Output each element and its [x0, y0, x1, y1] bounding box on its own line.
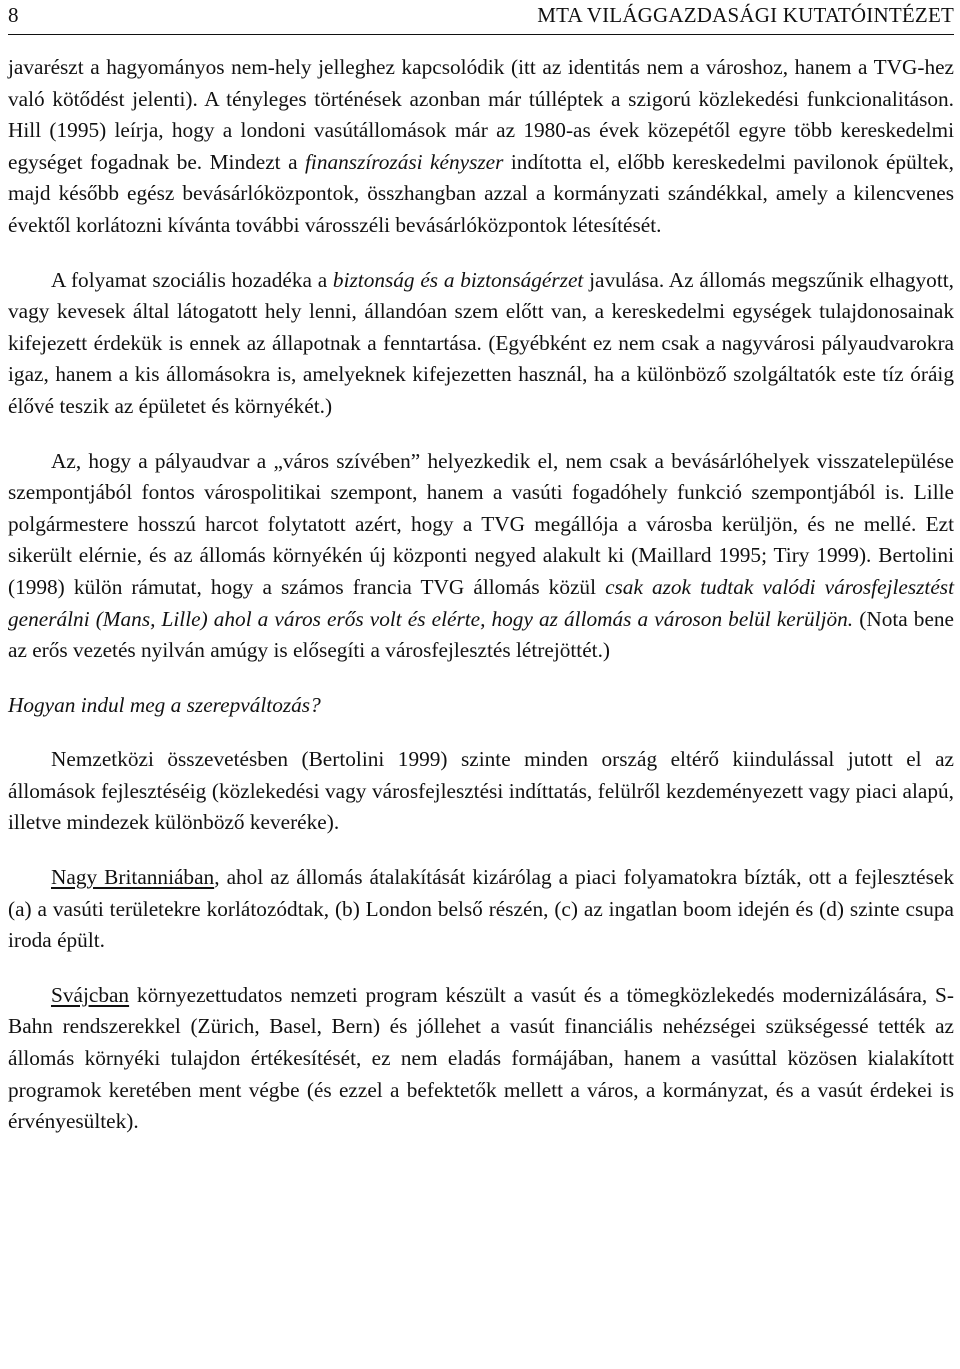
paragraph-3-text-b: (Nota bene az erős vezetés nyilván amúgy is elősegíti a városfejlesztés létrejöttét.) [8, 606, 954, 663]
paragraph-3-emphasis: csak azok tudtak valódi városfejlesztést generálni (Mans, Lille) ahol a város erős volt és elérte, hogy az állomás a városon belül kerüljön. [8, 574, 954, 631]
section-heading [8, 690, 954, 722]
paragraph-5-country: Nagy Britanniában [51, 865, 215, 890]
paragraph-2-text-b: javulása. Az állomás megszűnik elhagyott, vagy kevesek által látogatott hely lenni, állandóan szem előtt van, a kereskedelmi egységek tulajdonosainak kifejezett érdekük is ennek az állapotnak a fenntartása. (Egyébként ez nem csak a nagyvárosi pályaudvarokra igaz, hanem a kis állomásokra is, amelyeknek kifejezetten használ, ha a különböző szolgáltatók este tíz óráig élővé teszik az épületet és környékét.) [8, 267, 954, 418]
paragraph-2 [8, 265, 954, 423]
paragraph-3 [8, 446, 954, 667]
paragraph-4-text: Nemzetközi összevetésben (Bertolini 1999) szinte minden ország eltérő kiindulással jutott el az állomások fejlesztéséig (közlekedési vagy városfejlesztési indíttatás, felülről kezdeményezett vagy piaci alapú, illetve mindezek különböző keveréke). [8, 747, 954, 835]
paragraph-1-emphasis: finanszírozási kényszer [305, 149, 504, 174]
paragraph-6 [8, 980, 954, 1138]
paragraph-5-text: , ahol az állomás átalakítását kizárólag a piaci folyamatokra bízták, ott a fejlesztések (a) a vasúti területekre korlátozódtak, (b) London belső részén, (c) az ingatlan boom idején és (d) szinte csupa iroda épült. [8, 865, 954, 953]
running-header [8, 0, 954, 35]
paragraph-4 [8, 744, 954, 839]
paragraph-1 [8, 52, 954, 242]
paragraph-5 [8, 862, 954, 957]
paragraph-2-text-a: A folyamat szociális hozadéka a [51, 267, 333, 292]
page-number: 8 [8, 3, 19, 27]
paragraph-1-text-b: indította el, előbb kereskedelmi pavilonok épültek, majd később egész bevásárlóközpontok, összhangban azzal a kormányzati szándékkal, amely a kilencvenes évektől korlátozni kívánta további városszéli bevásárlóközpontok létesítését. [8, 149, 954, 237]
paragraph-6-country: Svájcban [51, 982, 130, 1007]
paragraph-6-text: környezettudatos nemzeti program készült a vasút és a tömegközlekedés modernizálására, S-Bahn rendszerekkel (Zürich, Basel, Bern) és jóllehet a vasút financiális nehézségei szükségessé tették az állomás környéki tulajdon értékesítését, ez nem eladás formájában, hanem a vasúttal közösen kialakított programok keretében ment végbe (és ezzel a befektetők mellett a város, a kormányzat, és a vasút érdekei is érvényesültek). [8, 982, 954, 1134]
paragraph-1-text-a: javarészt a hagyományos nem-hely jelleghez kapcsolódik (itt az identitás nem a városhoz, hanem a TVG-hez való kötődést jelenti). A tényleges történések azonban már túlléptek a szigorú közlekedési funkcionalitáson. Hill (1995) leírja, hogy a londoni vasútállomások már az 1980-as évek közepétől egyre több kereskedelmi egységet fogadnak be. Mindezt a [8, 55, 954, 174]
journal-name: MTA VILÁGGAZDASÁGI KUTATÓINTÉZET [537, 3, 954, 27]
section-heading-text: Hogyan indul meg a szerepváltozás? [8, 692, 321, 717]
document-page [8, 0, 954, 1369]
paragraph-2-emphasis: biztonság és a biztonságérzet [332, 267, 584, 292]
body-text [8, 52, 954, 1138]
paragraph-3-text-a: Az, hogy a pályaudvar a „város szívében” helyezkedik el, nem csak a bevásárlóhelyek visszatelepülése szempontjából fontos várospolitikai szempont, hanem a vasúti fogadóhely funkció szempontjából is. Lille polgármestere hosszú harcot folytatott azért, hogy a TVG megállója a városba kerüljön, és ne mellé. Ezt sikerült elérnie, és az állomás környékén új központi negyed alakult ki (Maillard 1995; Tiry 1999). Bertolini (1998) külön rámutat, hogy a számos francia TVG állomás közül [8, 448, 954, 599]
